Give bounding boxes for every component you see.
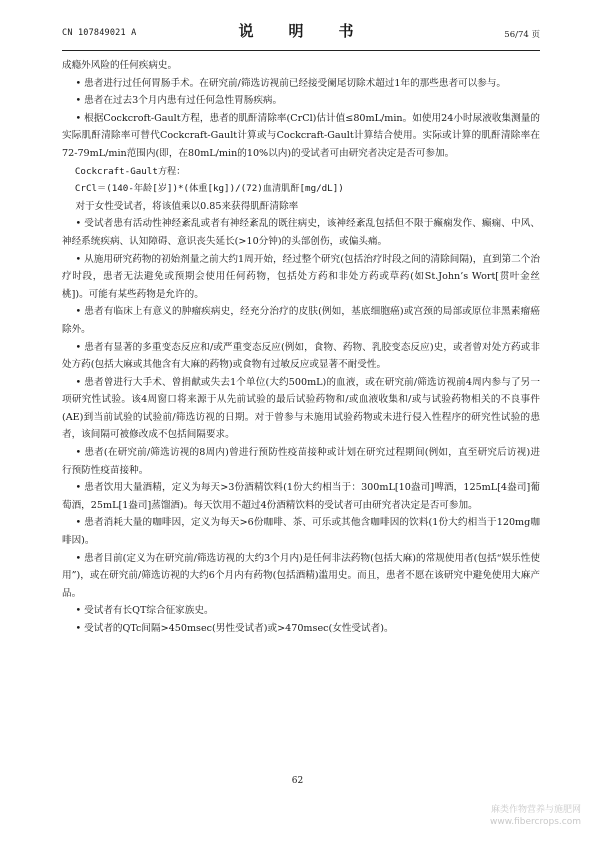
bullet-paragraph: • 从施用研究药物的初始剂量之前大约1周开始，经过整个研究(包括治疗时段之间的清除间隔)，直到第二个治疗时段，患者无法避免或预期会使用任何药物，包括处方药和非处方药或草药(如St.John’s Wort[贯叶金丝桃])。可能有某些药物是允许的。 [62, 253, 540, 300]
document-title: 说 明 书 [238, 22, 364, 40]
bullet-paragraph: • 受试者患有活动性神经紊乱或者有神经紊乱的既往病史，该神经紊乱包括但不限于癫痫发作、癫痫、中风、神经系统疾病、认知障碍、意识丧失延长(>10分钟)的头部创伤，或偏头痛。 [62, 218, 540, 247]
page-number: 62 [291, 776, 304, 786]
formula-label: Cockcraft-Gault方程： [74, 165, 186, 177]
bullet-paragraph: • 患者消耗大量的咖啡因，定义为每天>6份咖啡、茶、可乐或其他含咖啡因的饮料(1份大约相当于120mg咖啡因)。 [62, 517, 540, 547]
formula: CrCl＝(140-年龄[岁])*(体重[kg])/(72)血清肌酐[mg/dL]) [74, 183, 344, 195]
bullet-paragraph: • 患者有临床上有意义的肿瘤疾病史，经充分治疗的皮肤(例如，基底细胞癌)或宫颈的局部或原位非黑素瘤癌除外。 [62, 306, 540, 335]
bullet-paragraph: • 患者在过去3个月内患有过任何急性胃肠疾病。 [75, 95, 283, 107]
bullet-paragraph: • 患者目前(定义为在研究前/筛选访视的大约3个月内)是任何非法药物(包括大麻)的常规使用者(包括“娱乐性使用”)，或在研究前/筛选访视的大约6个月内有药物(包括酒精)滥用史。而且，患者不愿在该研究中避免使用大麻产品。 [62, 552, 540, 599]
bullet-paragraph: • 患者有显著的多重变态反应和/或严重变态反应(例如，食物、药物、乳胶变态反应)史，或者曾对处方药或非处方药(包括大麻或其他含有大麻的药物)或食物有过敏反应或显著不耐受性。 [62, 341, 540, 371]
bullet-paragraph: • 患者曾进行大手术、曾捐献或失去1个单位(大约500mL)的血液，或在研究前/筛选访视前4周内参与了另一项研究性试验。该4周窗口将来源于从先前试验的最后试验药物和/或血液收集和/或与试验药物相关的不良事件(AE)到当前试验的试验前/筛选访视的日期。对于曾参与未施用试验药物或未进行侵入性程序的研究性试验的患者，该间隔可被修改成不包括间隔要求。 [62, 376, 540, 441]
header-rule [62, 50, 540, 51]
paragraph: 成瘾外风险的任何疾病史。 [62, 60, 178, 71]
bullet-paragraph: • 受试者的QTc间隔>450msec(男性受试者)或>470msec(女性受试者)。 [75, 623, 394, 634]
bullet-paragraph: • 根据Cockcroft-Gault方程，患者的肌酐清除率(CrCl)估计值≤80mL/min。如使用24小时尿液收集测量的实际肌酐清除率可替代Cockcraft-Gault计算或与Cockcraft-Gault计算结合使用。实际或计算的肌酐清除率在72-79mL/min范围内(即，在80mL/min的10%以内)的受试者可由研究者决定是否可参加。 [62, 112, 540, 159]
bullet-paragraph: • 患者(在研究前/筛选访视的8周内)曾进行预防性疫苗接种或计划在研究过程期间(例如，直至研究后访视)进行预防性疫苗接种。 [62, 447, 540, 476]
patent-number: CN 107849021 A [62, 28, 137, 38]
paragraph: 对于女性受试者，将该值乘以0.85来获得肌酐清除率 [75, 200, 299, 212]
bullet-paragraph: • 患者进行过任何胃肠手术。在研究前/筛选访视前已经接受阑尾切除术超过1年的那些患者可以参与。 [75, 77, 507, 89]
watermark [490, 804, 581, 828]
bullet-paragraph: • 受试者有长QT综合征家族史。 [75, 605, 214, 617]
body-text [62, 57, 540, 638]
page-index: 56/74 页 [504, 30, 540, 40]
bullet-paragraph: • 患者饮用大量酒精，定义为每天>3份酒精饮料(1份大约相当于：300mL[10盎司]啤酒，125mL[4盎司]葡萄酒，25mL[1盎司]蒸馏酒)。每天饮用不超过4份酒精饮料的受试者可由研究者决定是否可参加。 [62, 482, 540, 511]
watermark-url: www.fibercrops.com [490, 817, 581, 827]
watermark-title: 麻类作物营养与施肥网 [490, 805, 581, 815]
page-header [62, 20, 540, 52]
